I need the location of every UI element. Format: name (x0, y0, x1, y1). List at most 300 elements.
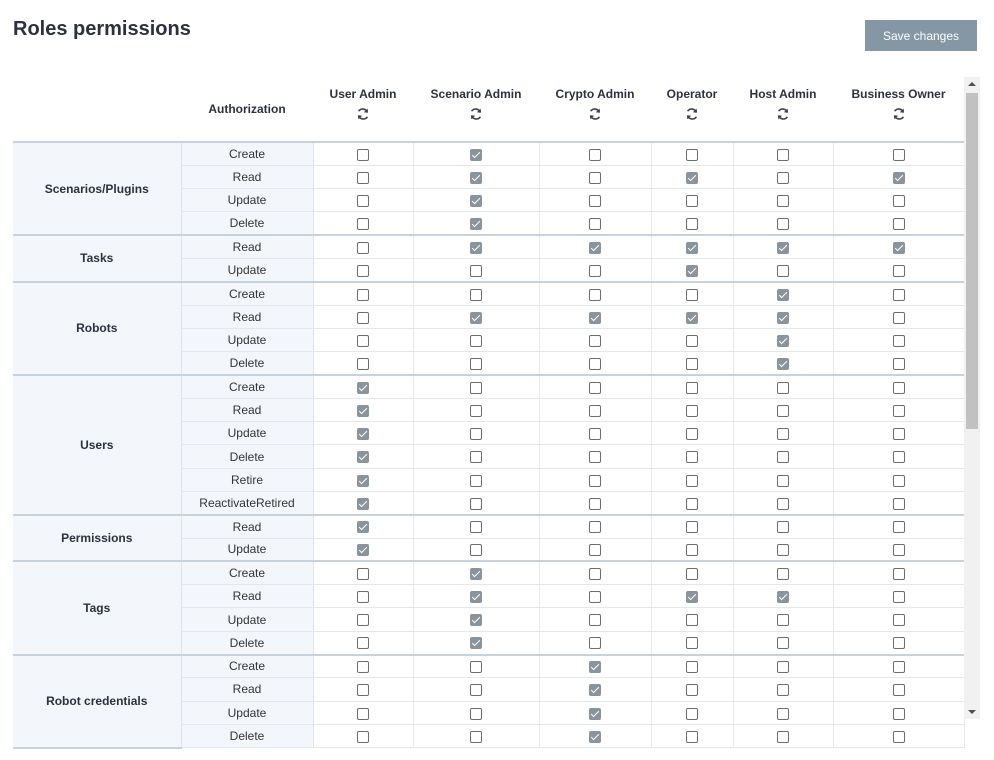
table-header-row (13, 77, 964, 142)
permission-cell (413, 258, 539, 281)
permission-cell (651, 561, 733, 584)
refresh-icon[interactable] (469, 107, 483, 121)
permission-checkbox[interactable] (589, 149, 601, 161)
permission-cell (733, 468, 833, 491)
permission-checkbox[interactable] (777, 335, 789, 347)
permission-cell (833, 515, 964, 538)
permission-cell (733, 189, 833, 212)
permission-cell (413, 468, 539, 491)
permission-checkbox[interactable] (777, 218, 789, 230)
permission-cell (733, 608, 833, 631)
permission-checkbox[interactable] (470, 195, 482, 207)
permission-checkbox[interactable] (357, 568, 369, 580)
permission-checkbox[interactable] (470, 218, 482, 230)
refresh-icon[interactable] (685, 107, 699, 121)
permission-checkbox[interactable] (893, 242, 905, 254)
permission-cell (733, 305, 833, 328)
permission-checkbox[interactable] (893, 172, 905, 184)
permission-cell (413, 398, 539, 421)
permission-cell (833, 608, 964, 631)
permission-cell (539, 515, 651, 538)
permission-checkbox[interactable] (357, 405, 369, 417)
permission-checkbox[interactable] (589, 731, 601, 743)
permission-checkbox[interactable] (893, 568, 905, 580)
permission-checkbox[interactable] (470, 661, 482, 673)
permission-cell (833, 328, 964, 351)
permission-cell (733, 538, 833, 561)
permission-checkbox[interactable] (686, 521, 698, 533)
permission-cell (313, 305, 413, 328)
permission-cell (833, 724, 964, 747)
permission-cell (539, 608, 651, 631)
permission-checkbox[interactable] (777, 428, 789, 440)
permission-cell (539, 305, 651, 328)
page-title: Roles permissions (13, 18, 191, 40)
permission-cell (539, 655, 651, 678)
permission-checkbox[interactable] (777, 172, 789, 184)
permission-cell (651, 608, 733, 631)
permission-checkbox[interactable] (470, 498, 482, 510)
permission-checkbox[interactable] (589, 428, 601, 440)
permission-cell (651, 678, 733, 701)
permission-checkbox[interactable] (589, 661, 601, 673)
permission-checkbox[interactable] (589, 335, 601, 347)
permission-cell (733, 585, 833, 608)
permission-checkbox[interactable] (470, 731, 482, 743)
refresh-icon[interactable] (892, 107, 906, 121)
group-label: Scenarios/Plugins (13, 142, 181, 235)
permission-checkbox[interactable] (893, 195, 905, 207)
permission-checkbox[interactable] (777, 149, 789, 161)
permission-cell (413, 212, 539, 235)
permission-cell (539, 165, 651, 188)
permission-checkbox[interactable] (777, 684, 789, 696)
permission-checkbox[interactable] (686, 149, 698, 161)
authorization-label: Read (181, 585, 313, 608)
permission-checkbox[interactable] (357, 242, 369, 254)
permission-cell (413, 561, 539, 584)
permission-checkbox[interactable] (777, 405, 789, 417)
permission-checkbox[interactable] (686, 451, 698, 463)
permission-checkbox[interactable] (357, 591, 369, 603)
permission-cell (539, 422, 651, 445)
permission-checkbox[interactable] (357, 358, 369, 370)
permission-checkbox[interactable] (589, 708, 601, 720)
permission-checkbox[interactable] (777, 731, 789, 743)
permission-cell (313, 398, 413, 421)
permission-checkbox[interactable] (357, 451, 369, 463)
permission-checkbox[interactable] (470, 568, 482, 580)
permission-cell (651, 375, 733, 398)
permission-checkbox[interactable] (470, 242, 482, 254)
permission-checkbox[interactable] (686, 265, 698, 277)
authorization-label: Delete (181, 212, 313, 235)
permission-row (13, 655, 964, 678)
permission-checkbox[interactable] (777, 637, 789, 649)
permission-checkbox[interactable] (893, 149, 905, 161)
permission-checkbox[interactable] (470, 382, 482, 394)
permission-cell (651, 655, 733, 678)
permission-cell (733, 258, 833, 281)
permission-checkbox[interactable] (893, 661, 905, 673)
permission-checkbox[interactable] (893, 614, 905, 626)
permission-cell (413, 142, 539, 165)
permission-checkbox[interactable] (777, 195, 789, 207)
role-column-header (833, 77, 964, 142)
permission-checkbox[interactable] (470, 172, 482, 184)
vertical-scrollbar[interactable] (964, 77, 980, 719)
permission-checkbox[interactable] (777, 475, 789, 487)
permission-cell (733, 445, 833, 468)
permission-cell (539, 189, 651, 212)
permission-checkbox[interactable] (589, 289, 601, 301)
authorization-label: Delete (181, 352, 313, 375)
authorization-label: Read (181, 235, 313, 258)
permission-checkbox[interactable] (589, 405, 601, 417)
permission-checkbox[interactable] (470, 475, 482, 487)
permission-cell (313, 282, 413, 305)
permission-checkbox[interactable] (686, 172, 698, 184)
permission-cell (733, 328, 833, 351)
permission-checkbox[interactable] (470, 544, 482, 556)
permission-cell (833, 468, 964, 491)
permission-cell (539, 724, 651, 747)
scrollbar-thumb[interactable] (966, 93, 978, 429)
role-column-header (539, 77, 651, 142)
permission-cell (413, 585, 539, 608)
permission-checkbox[interactable] (686, 637, 698, 649)
permission-checkbox[interactable] (589, 358, 601, 370)
permission-cell (833, 375, 964, 398)
permission-checkbox[interactable] (357, 521, 369, 533)
permission-checkbox[interactable] (470, 428, 482, 440)
permission-cell (651, 491, 733, 514)
permission-checkbox[interactable] (686, 405, 698, 417)
permission-checkbox[interactable] (589, 382, 601, 394)
refresh-icon[interactable] (356, 107, 370, 121)
permission-checkbox[interactable] (893, 358, 905, 370)
permission-cell (733, 561, 833, 584)
permission-checkbox[interactable] (686, 498, 698, 510)
permission-checkbox[interactable] (357, 382, 369, 394)
permission-checkbox[interactable] (357, 637, 369, 649)
permission-checkbox[interactable] (589, 637, 601, 649)
permission-checkbox[interactable] (893, 289, 905, 301)
permission-cell (539, 375, 651, 398)
permission-cell (833, 305, 964, 328)
authorization-label: Create (181, 375, 313, 398)
permission-checkbox[interactable] (893, 521, 905, 533)
permission-checkbox[interactable] (893, 335, 905, 347)
permission-checkbox[interactable] (470, 521, 482, 533)
permission-cell (651, 305, 733, 328)
permission-checkbox[interactable] (357, 498, 369, 510)
permission-checkbox[interactable] (777, 521, 789, 533)
authorization-label: Update (181, 258, 313, 281)
permission-checkbox[interactable] (777, 312, 789, 324)
group-label: Tags (13, 561, 181, 654)
permission-checkbox[interactable] (686, 591, 698, 603)
permission-cell (833, 538, 964, 561)
permission-cell (313, 212, 413, 235)
permission-cell (651, 445, 733, 468)
authorization-label: Read (181, 515, 313, 538)
permission-cell (651, 468, 733, 491)
permission-checkbox[interactable] (777, 498, 789, 510)
permission-cell (413, 701, 539, 724)
permission-checkbox[interactable] (777, 358, 789, 370)
permission-cell (733, 352, 833, 375)
role-column-header (651, 77, 733, 142)
permission-checkbox[interactable] (686, 195, 698, 207)
permission-checkbox[interactable] (686, 358, 698, 370)
permission-cell (833, 585, 964, 608)
permission-cell (733, 678, 833, 701)
permission-checkbox[interactable] (589, 312, 601, 324)
permission-checkbox[interactable] (470, 708, 482, 720)
permission-checkbox[interactable] (893, 405, 905, 417)
permission-cell (651, 328, 733, 351)
permission-cell (651, 282, 733, 305)
permission-checkbox[interactable] (893, 498, 905, 510)
permission-checkbox[interactable] (893, 218, 905, 230)
permission-checkbox[interactable] (686, 568, 698, 580)
permission-cell (833, 701, 964, 724)
permission-cell (733, 165, 833, 188)
permission-checkbox[interactable] (893, 475, 905, 487)
permission-checkbox[interactable] (470, 149, 482, 161)
permission-cell (651, 701, 733, 724)
role-name: Business Owner (851, 87, 946, 101)
permission-checkbox[interactable] (589, 591, 601, 603)
permission-cell (651, 631, 733, 654)
permission-cell (651, 422, 733, 445)
permission-checkbox[interactable] (777, 614, 789, 626)
authorization-label: Create (181, 655, 313, 678)
permission-checkbox[interactable] (777, 591, 789, 603)
permission-checkbox[interactable] (470, 335, 482, 347)
role-name: Operator (666, 87, 718, 101)
permission-checkbox[interactable] (777, 708, 789, 720)
permission-cell (651, 142, 733, 165)
authorization-label: Read (181, 398, 313, 421)
permission-checkbox[interactable] (686, 382, 698, 394)
permission-cell (413, 491, 539, 514)
permission-checkbox[interactable] (589, 521, 601, 533)
permission-cell (833, 142, 964, 165)
permission-checkbox[interactable] (357, 661, 369, 673)
permission-checkbox[interactable] (893, 684, 905, 696)
scroll-down-arrow-icon[interactable] (964, 705, 980, 719)
permissions-table-body (13, 142, 964, 748)
permission-checkbox[interactable] (686, 428, 698, 440)
permission-cell (833, 352, 964, 375)
permission-cell (733, 655, 833, 678)
permission-checkbox[interactable] (893, 637, 905, 649)
permission-checkbox[interactable] (357, 544, 369, 556)
permission-checkbox[interactable] (893, 451, 905, 463)
permission-checkbox[interactable] (470, 265, 482, 277)
permission-cell (413, 515, 539, 538)
role-column-header (413, 77, 539, 142)
permission-cell (313, 165, 413, 188)
permission-cell (833, 282, 964, 305)
permission-cell (733, 212, 833, 235)
permission-checkbox[interactable] (686, 731, 698, 743)
permission-checkbox[interactable] (357, 289, 369, 301)
permission-checkbox[interactable] (470, 614, 482, 626)
permission-checkbox[interactable] (357, 218, 369, 230)
permission-checkbox[interactable] (357, 731, 369, 743)
permission-checkbox[interactable] (357, 265, 369, 277)
refresh-icon[interactable] (588, 107, 602, 121)
refresh-icon[interactable] (776, 107, 790, 121)
permission-checkbox[interactable] (686, 661, 698, 673)
permission-checkbox[interactable] (777, 289, 789, 301)
permission-checkbox[interactable] (589, 614, 601, 626)
permission-cell (313, 585, 413, 608)
permission-cell (413, 165, 539, 188)
permission-checkbox[interactable] (893, 428, 905, 440)
permission-checkbox[interactable] (589, 195, 601, 207)
permission-cell (833, 445, 964, 468)
permission-checkbox[interactable] (686, 335, 698, 347)
permission-cell (539, 491, 651, 514)
save-changes-button[interactable]: Save changes (865, 20, 977, 51)
permission-checkbox[interactable] (893, 382, 905, 394)
permission-checkbox[interactable] (357, 172, 369, 184)
permission-checkbox[interactable] (470, 289, 482, 301)
permission-checkbox[interactable] (357, 195, 369, 207)
permission-checkbox[interactable] (686, 614, 698, 626)
permission-cell (651, 538, 733, 561)
permission-checkbox[interactable] (357, 428, 369, 440)
permission-checkbox[interactable] (777, 451, 789, 463)
authorization-label: Update (181, 189, 313, 212)
permission-checkbox[interactable] (589, 544, 601, 556)
permission-cell (313, 445, 413, 468)
permission-cell (413, 235, 539, 258)
permission-cell (313, 352, 413, 375)
permission-checkbox[interactable] (686, 242, 698, 254)
permission-checkbox[interactable] (777, 382, 789, 394)
permission-checkbox[interactable] (470, 405, 482, 417)
permission-checkbox[interactable] (589, 475, 601, 487)
permission-checkbox[interactable] (589, 451, 601, 463)
permission-cell (539, 142, 651, 165)
permission-checkbox[interactable] (357, 708, 369, 720)
permission-cell (651, 258, 733, 281)
permission-checkbox[interactable] (777, 661, 789, 673)
permission-cell (651, 189, 733, 212)
permission-cell (833, 212, 964, 235)
permission-cell (313, 491, 413, 514)
permission-cell (539, 328, 651, 351)
permission-checkbox[interactable] (357, 614, 369, 626)
permission-checkbox[interactable] (357, 312, 369, 324)
permission-cell (733, 631, 833, 654)
permission-cell (413, 189, 539, 212)
permission-checkbox[interactable] (686, 475, 698, 487)
permission-cell (539, 282, 651, 305)
permission-checkbox[interactable] (589, 684, 601, 696)
permission-cell (833, 235, 964, 258)
permission-cell (413, 678, 539, 701)
permission-cell (733, 701, 833, 724)
permission-checkbox[interactable] (589, 265, 601, 277)
permission-checkbox[interactable] (470, 591, 482, 603)
permission-checkbox[interactable] (777, 265, 789, 277)
permission-checkbox[interactable] (589, 172, 601, 184)
permission-checkbox[interactable] (589, 218, 601, 230)
permission-cell (733, 282, 833, 305)
permission-cell (313, 538, 413, 561)
permission-cell (413, 375, 539, 398)
permission-checkbox[interactable] (357, 335, 369, 347)
permission-cell (833, 258, 964, 281)
permission-checkbox[interactable] (357, 149, 369, 161)
permission-checkbox[interactable] (777, 544, 789, 556)
permission-checkbox[interactable] (470, 451, 482, 463)
permission-checkbox[interactable] (470, 312, 482, 324)
permission-cell (651, 724, 733, 747)
permission-checkbox[interactable] (589, 568, 601, 580)
permission-cell (733, 235, 833, 258)
permission-checkbox[interactable] (686, 708, 698, 720)
permission-checkbox[interactable] (893, 265, 905, 277)
permissions-table (13, 77, 965, 749)
role-column-header (313, 77, 413, 142)
permission-checkbox[interactable] (893, 591, 905, 603)
role-name: Scenario Admin (430, 87, 522, 101)
permission-cell (733, 375, 833, 398)
permission-cell (539, 445, 651, 468)
permission-cell (313, 235, 413, 258)
role-name: Crypto Admin (555, 87, 635, 101)
permission-checkbox[interactable] (470, 637, 482, 649)
permission-checkbox[interactable] (893, 312, 905, 324)
authorization-label: Delete (181, 631, 313, 654)
permission-cell (413, 305, 539, 328)
permission-checkbox[interactable] (686, 684, 698, 696)
permission-checkbox[interactable] (893, 708, 905, 720)
authorization-label: Delete (181, 724, 313, 747)
permission-cell (833, 398, 964, 421)
permission-checkbox[interactable] (589, 242, 601, 254)
permission-checkbox[interactable] (357, 475, 369, 487)
permission-checkbox[interactable] (686, 218, 698, 230)
permission-checkbox[interactable] (357, 684, 369, 696)
permission-checkbox[interactable] (686, 289, 698, 301)
scroll-up-arrow-icon[interactable] (964, 77, 980, 91)
permission-checkbox[interactable] (470, 684, 482, 696)
permission-cell (833, 189, 964, 212)
permission-checkbox[interactable] (686, 312, 698, 324)
permission-checkbox[interactable] (470, 358, 482, 370)
permission-checkbox[interactable] (589, 498, 601, 510)
group-column-header (13, 77, 181, 142)
permission-checkbox[interactable] (777, 568, 789, 580)
permission-row (13, 561, 964, 584)
permission-checkbox[interactable] (893, 731, 905, 743)
authorization-label: Read (181, 305, 313, 328)
permission-checkbox[interactable] (777, 242, 789, 254)
permission-cell (413, 422, 539, 445)
permission-row (13, 142, 964, 165)
permission-checkbox[interactable] (686, 544, 698, 556)
permission-cell (833, 561, 964, 584)
permission-checkbox[interactable] (893, 544, 905, 556)
